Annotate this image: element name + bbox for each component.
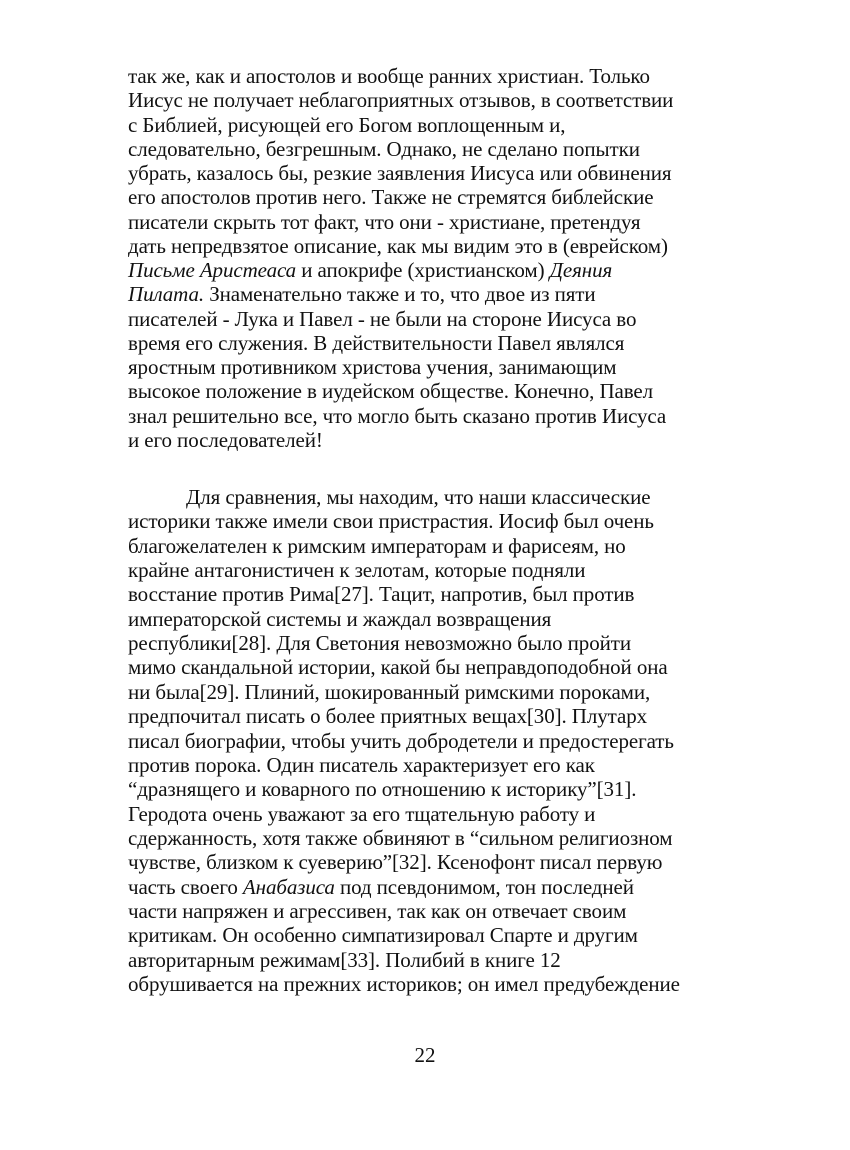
text-line: [128, 972, 680, 996]
text-segment: императорской системы и жаждал возвращения: [128, 606, 552, 631]
text-line: [128, 185, 653, 209]
text-line: [128, 307, 636, 331]
text-segment: время его служения. В действительности Павел являлся: [128, 330, 625, 355]
text-line: [128, 379, 653, 403]
text-line: [128, 355, 616, 379]
text-segment: под псевдонимом, тон последней: [334, 874, 634, 899]
text-line: [128, 850, 662, 874]
text-segment: ни была[29]. Плиний, шокированный римскими пороками,: [128, 679, 651, 704]
text-line: [128, 161, 671, 185]
text-segment: и его последователей!: [128, 427, 323, 452]
text-line: [128, 655, 668, 679]
text-line: [128, 875, 634, 899]
text-line: [128, 558, 585, 582]
text-segment: писатели скрыть тот факт, что они - христиане, претендуя: [128, 209, 641, 234]
text-segment: с Библией, рисующей его Богом воплощенным и,: [128, 112, 566, 137]
text-segment: яростным противником христова учения, занимающим: [128, 355, 617, 379]
text-segment: его апостолов против него. Также не стремятся библейские: [128, 185, 654, 210]
text-segment: часть своего: [128, 874, 243, 899]
text-line: [128, 404, 666, 428]
text-segment: так же, как и апостолов и вообще ранних христиан. Только: [128, 64, 650, 88]
text-segment: восстание против Рима[27]. Тацит, напротив, был против: [128, 582, 635, 607]
text-line: [128, 923, 638, 947]
text-line: [128, 88, 673, 112]
text-segment: высокое положение в иудейском обществе. Конечно, Павел: [128, 379, 654, 404]
text-line: [128, 631, 631, 655]
text-line: [128, 113, 565, 137]
italic-title-text: Письме Аристеаса: [128, 258, 297, 282]
text-segment: Иисус не получает неблагоприятных отзывов, в соответствии: [128, 88, 674, 113]
italic-title-text: Пилата.: [128, 282, 205, 307]
text-segment: знал решительно все, что могло быть сказано против Иисуса: [128, 403, 667, 428]
text-segment: историки также имели свои пристрастия. Иосиф был очень: [128, 509, 654, 534]
text-segment: обрушивается на прежних историков; он имел предубеждение: [128, 972, 680, 996]
text-segment: писателей - Лука и Павел - не были на стороне Иисуса во: [128, 306, 637, 331]
text-segment: дать непредвзятое описание, как мы видим это в (еврейском): [128, 233, 668, 258]
text-segment: Геродота очень уважают за его тщательную работу и: [128, 801, 596, 826]
text-line: [128, 210, 641, 234]
text-line: [128, 704, 647, 728]
text-line: [128, 826, 673, 850]
text-segment: предпочитал писать о более приятных вещах[30]. Плутарх: [128, 704, 647, 729]
text-segment: писал биографии, чтобы учить добродетели и предостерегать: [128, 728, 674, 753]
text-line: [128, 282, 596, 306]
text-line: [128, 948, 561, 972]
text-segment: авторитарным режимам[33]. Полибий в книге 12: [128, 947, 561, 972]
text-line: [128, 534, 626, 558]
text-line: [128, 428, 323, 452]
text-segment: и апокрифе (христианском): [296, 258, 550, 282]
text-line: [128, 234, 668, 258]
text-line: [128, 777, 636, 801]
page-number: 22: [414, 1043, 436, 1067]
text-segment: чувстве, близком к суеверию”[32]. Ксенофонт писал первую: [128, 850, 663, 875]
text-segment: мимо скандальной истории, какой бы неправдоподобной она: [128, 655, 668, 680]
text-line: [128, 680, 650, 704]
text-segment: против порока. Один писатель характеризует его как: [128, 752, 595, 777]
text-segment: части напряжен и агрессивен, так как он отвечает своим: [128, 898, 627, 923]
text-segment: Знаменательно также и то, что двое из пяти: [204, 282, 596, 307]
text-segment: убрать, казалось бы, резкие заявления Иисуса или обвинения: [128, 161, 672, 185]
text-line: [128, 729, 674, 753]
text-line: [128, 137, 640, 161]
text-line: [128, 331, 624, 355]
text-segment: сдержанность, хотя также обвиняют в “сильном религиозном: [128, 825, 673, 850]
text-segment: благожелателен к римским императорам и фарисеям, но: [128, 533, 626, 558]
text-line: [128, 753, 595, 777]
italic-title-text: Анабазиса: [242, 874, 335, 899]
text-line: [128, 802, 595, 826]
text-segment: крайне антагонистичен к зелотам, которые подняли: [128, 558, 586, 583]
text-line: [128, 899, 626, 923]
text-segment: критикам. Он особенно симпатизировал Спарте и другим: [128, 923, 638, 948]
text-line: [186, 485, 650, 509]
text-line: [128, 64, 650, 88]
text-line: [128, 582, 634, 606]
italic-title-text: Деяния: [549, 258, 613, 282]
text-line: [128, 258, 612, 282]
text-segment: Для сравнения, мы находим, что наши классические: [186, 485, 651, 509]
text-segment: “дразнящего и коварного по отношению к историку”[31].: [128, 777, 637, 802]
text-segment: республики[28]. Для Светония невозможно было пройти: [128, 631, 631, 656]
text-line: [128, 607, 551, 631]
text-line: [128, 509, 654, 533]
text-segment: следовательно, безгрешным. Однако, не сделано попытки: [128, 136, 640, 161]
